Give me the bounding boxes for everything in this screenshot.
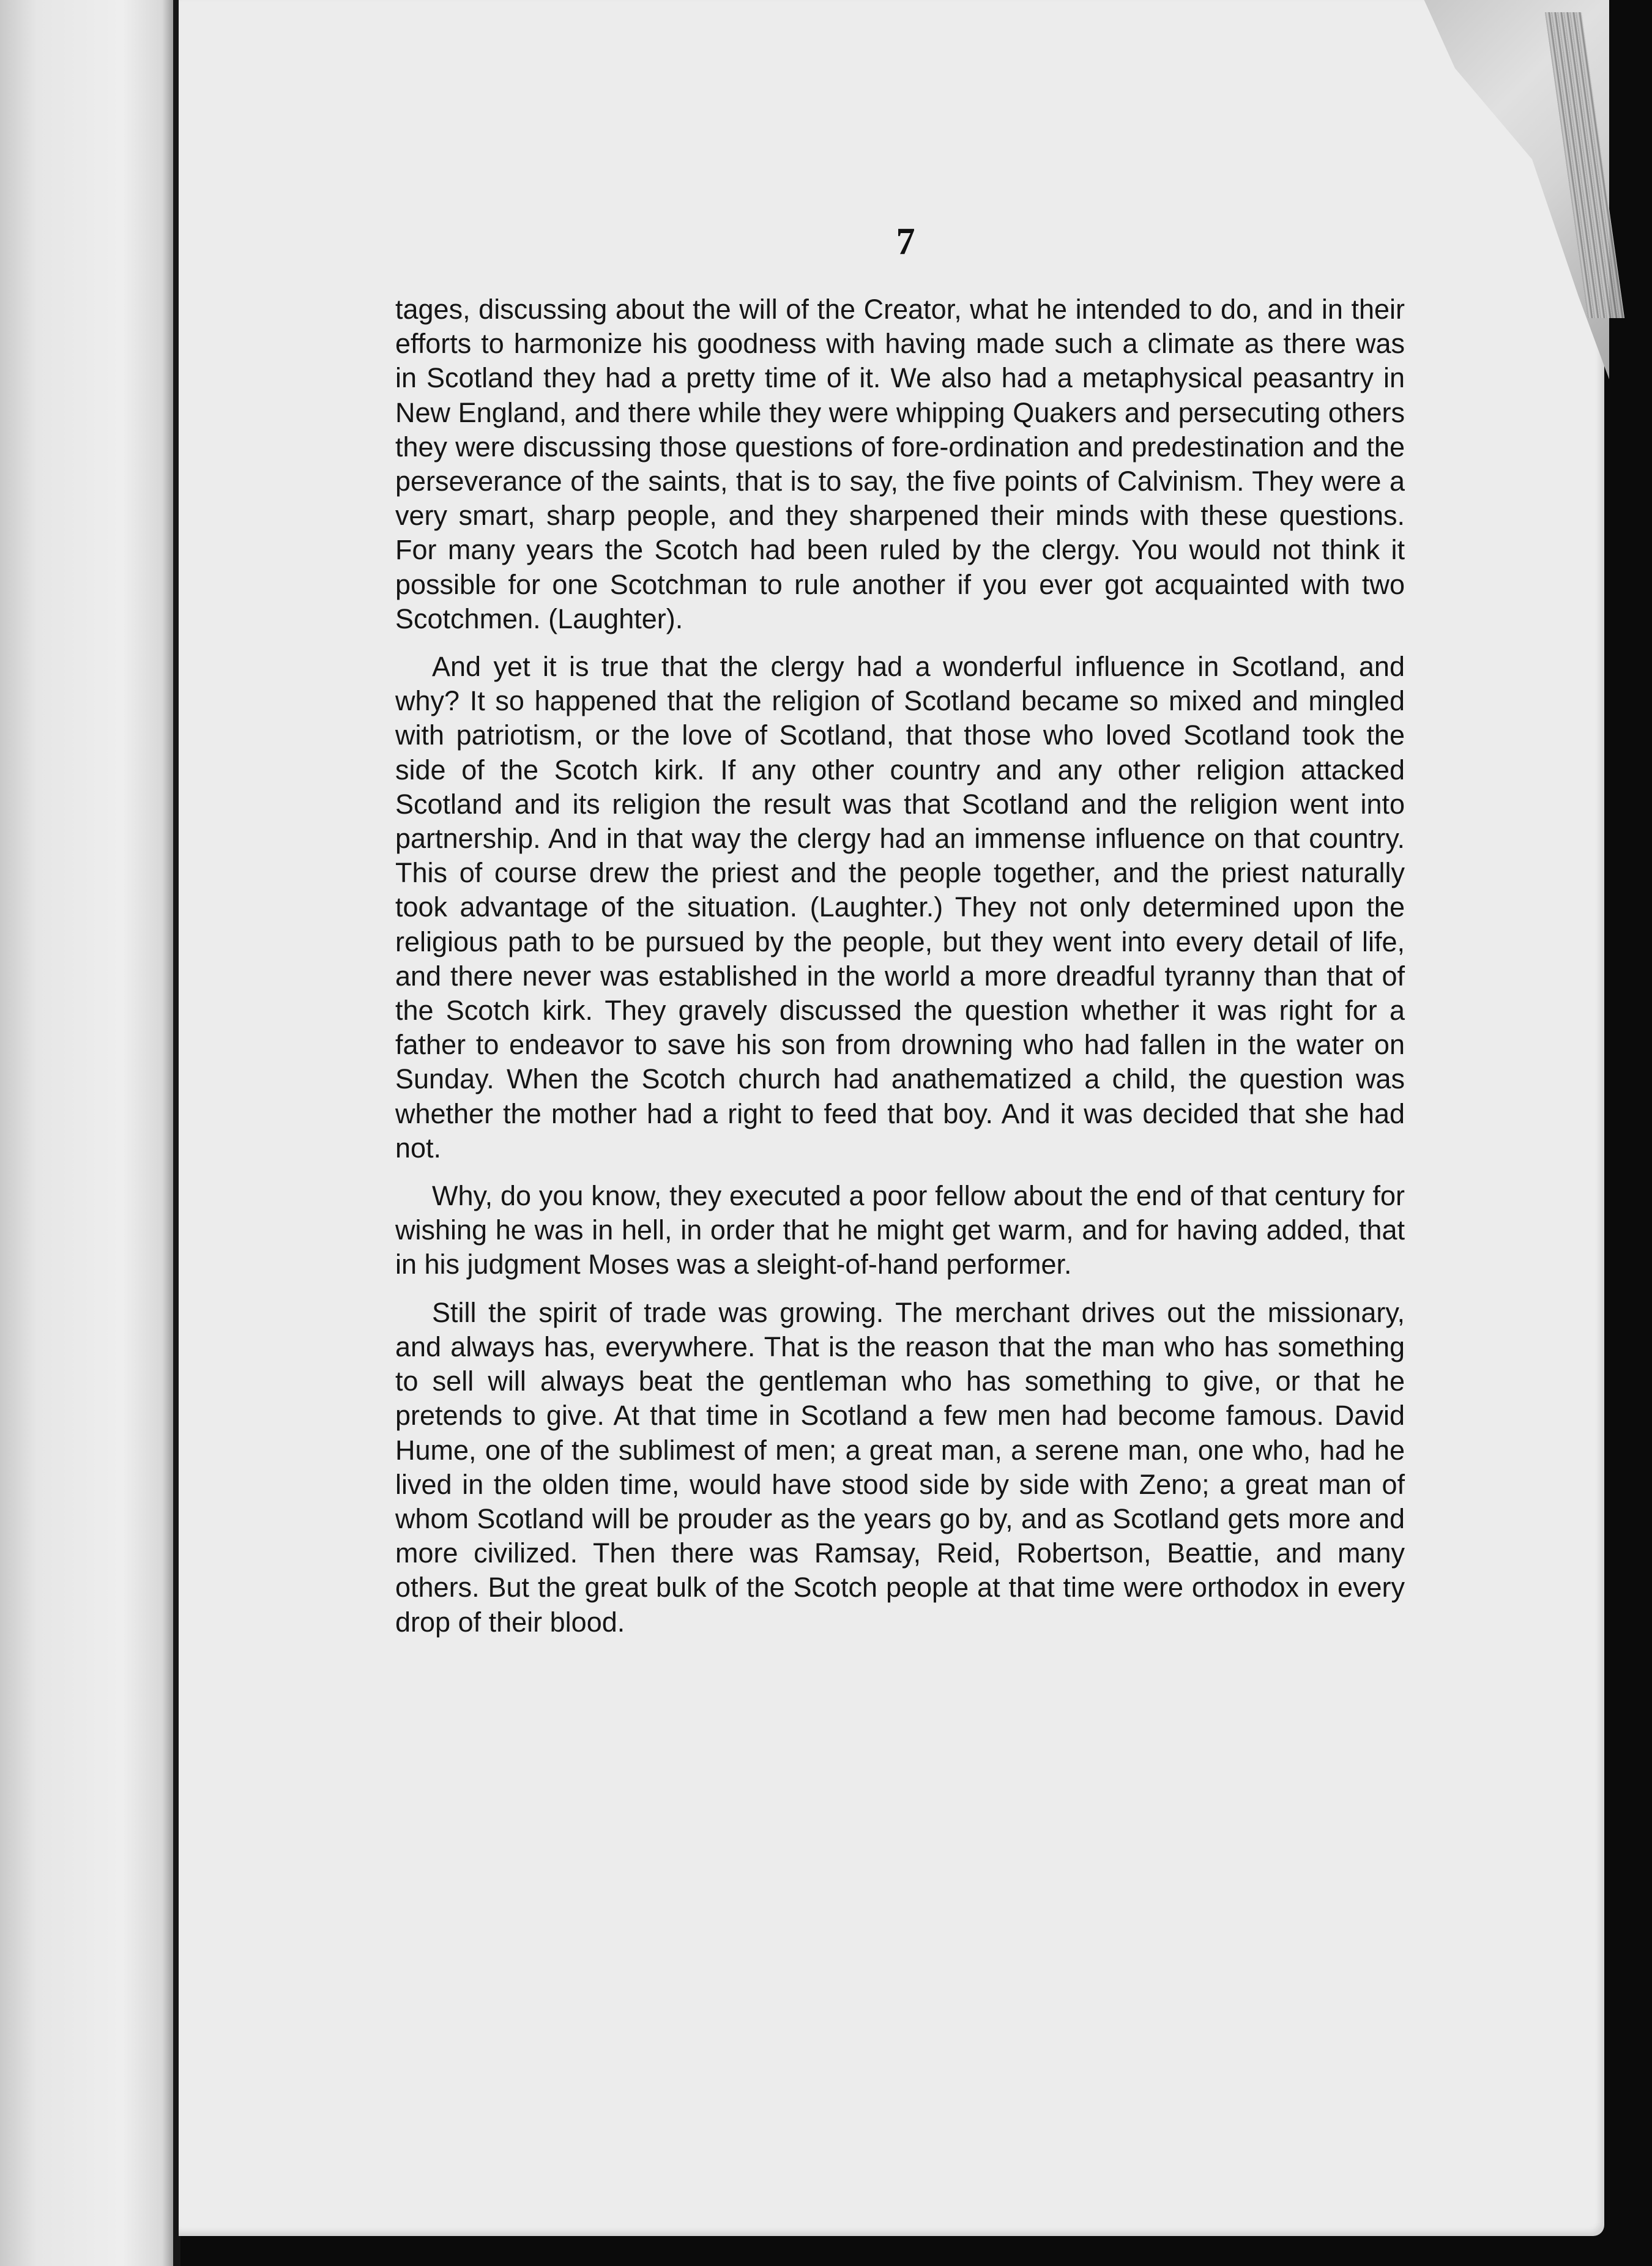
body-text <box>395 292 1405 1640</box>
left-page-edge <box>0 0 174 2266</box>
paragraph: Still the spirit of trade was growing. The merchant drives out the missionary, and always has, everywhere. That is the reason that the man who has something to sell will always beat the gentleman who has something to give, or that he pretends to give. At that time in Scotland a few men had become famous. David Hume, one of the sublimest of men; a great man, a serene man, one who, had he lived in the olden time, would have stood side by side with Zeno; a great man of whom Scotland will be prouder as the years go by, and as Scotland gets more and more civilized. Then there was Ramsay, Reid, Robertson, Beattie, and many others. But the great bulk of the Scotch people at that time were orthodox in every drop of their blood. <box>395 1296 1405 1638</box>
paragraph: tages, discussing about the will of the Creator, what he intended to do, and in their efforts to harmonize his goodness with having made such a climate as there was in Scotland they had a pretty time of it. We also had a metaphysical peasantry in New England, and there while they were whipping Quakers and persecuting others they were discussing those questions of fore-ordination and predestination and the perseverance of the saints, that is to say, the five points of Calvinism. They were a very smart, sharp people, and they sharpened their minds with these questions. For many years the Scotch had been ruled by the clergy. You would not think it possible for one Scotchman to rule another if you ever got acquainted with two Scotchmen. (Laughter). <box>395 294 1405 634</box>
paragraph: And yet it is true that the clergy had a wonderful influence in Scotland, and why? It so happened that the religion of Scotland became so mixed and mingled with patriotism, or the love of Scotland, that those who loved Scotland took the side of the Scotch kirk. If any other country and any other religion attacked Scotland and its religion the result was that Scotland and the religion went into partnership. And in that way the clergy had an immense influence on that country. This of course drew the priest and the people together, and the priest naturally took advantage of the situation. (Laughter.) They not only determined upon the religious path to be pursued by the people, but they went into every detail of life, and there never was established in the world a more dreadful tyranny than that of the Scotch kirk. They gravely discussed the question whether it was right for a father to endeavor to save his son from drowning who had fallen in the water on Sunday. When the Scotch church had anathematized a child, the question was whether the mother had a right to feed that boy. And it was decided that she had not. <box>395 651 1405 1164</box>
page-number: 7 <box>896 221 915 262</box>
paragraph: Why, do you know, they executed a poor fellow about the end of that century for wishing he was in hell, in order that he might get warm, and for having added, that in his judgment Moses was a sleight-of-hand performer. <box>395 1180 1405 1280</box>
